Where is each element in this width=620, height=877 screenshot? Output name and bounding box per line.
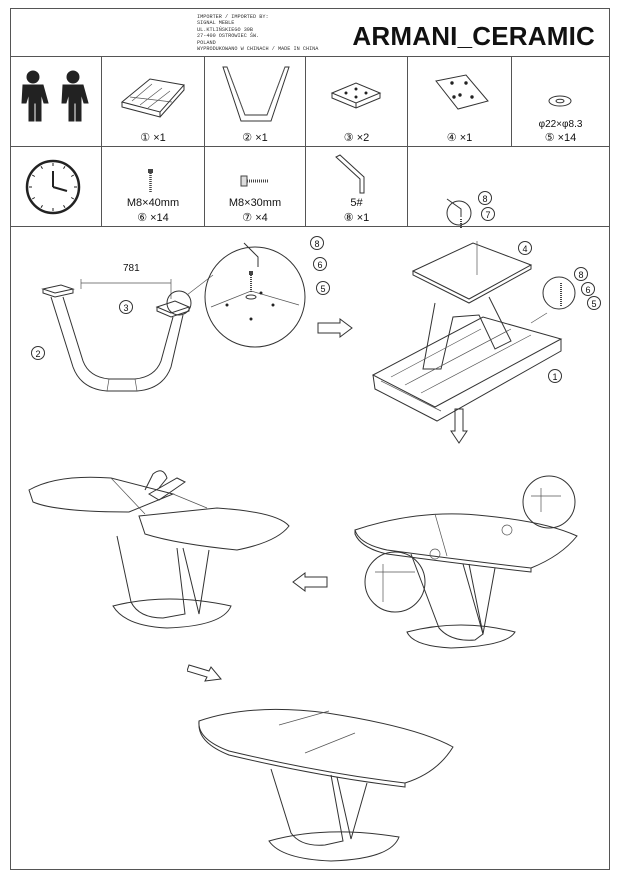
part-number: ⑥ — [137, 212, 148, 224]
part-quantity: ×14 — [557, 132, 577, 144]
importer-line: 27-400 OSTROWIEC ŚW. — [197, 33, 260, 40]
part-number: ⑦ — [242, 212, 253, 224]
importer-line: POLAND — [197, 39, 216, 46]
arrow-right-icon — [316, 317, 356, 339]
u-leg-icon — [205, 57, 305, 127]
part-quantity: ×2 — [356, 132, 370, 144]
part-7-cell — [205, 147, 305, 226]
part-quantity: ×1 — [153, 132, 166, 144]
part-2-label — [205, 131, 305, 144]
callout-part-8: 8 — [310, 236, 324, 250]
part-number: ① — [140, 132, 151, 144]
part-quantity: ×1 — [459, 132, 473, 144]
step3-table-extension-drawing — [351, 464, 609, 664]
importer-info — [197, 14, 318, 52]
part-quantity: ×14 — [150, 212, 169, 224]
clock-cell — [11, 147, 101, 226]
callout-part-7: 7 — [481, 207, 495, 221]
step5-table-final-drawing — [191, 699, 481, 869]
callout-part-5: 5 — [316, 281, 330, 295]
part-2-cell — [205, 57, 305, 146]
part-1-label — [102, 131, 204, 144]
importer-line: IMPORTER / IMPORTED BY: — [197, 14, 269, 20]
part-number: ③ — [343, 132, 354, 144]
bolt-m8x30-icon — [205, 147, 305, 197]
callout-part-8: 8 — [574, 267, 588, 281]
callout-part-8: 8 — [478, 191, 492, 205]
importer-line: SIGNAL MEBLE — [197, 20, 235, 27]
importer-line: WYPRODUKOWANO W CHINACH / MADE IN CHINA — [197, 46, 319, 53]
callout-part-2: 2 — [31, 346, 45, 360]
bolt-m8x40-icon — [102, 147, 204, 197]
step1-leg-assembly-drawing — [11, 227, 311, 427]
part-5-label — [512, 131, 609, 144]
clock-icon — [11, 147, 101, 226]
bolt-m8x30-spec: M8×30mm — [228, 197, 282, 209]
importer-line: UL.KTLIŃSKIEGO 39B — [197, 26, 254, 33]
part-5-cell — [512, 57, 609, 146]
part-number: ⑤ — [544, 132, 555, 144]
arrow-down-icon — [449, 407, 469, 447]
dimension-label: 781 — [123, 263, 140, 274]
two-persons-cell — [11, 57, 101, 146]
part-3-label — [306, 131, 407, 144]
instruction-sheet — [10, 8, 610, 870]
part-4-cell — [408, 57, 511, 146]
part-3-cell — [306, 57, 407, 146]
product-title: ARMANI_CERAMIC — [352, 21, 595, 51]
part-7-label — [205, 211, 305, 224]
callout-part-4: 4 — [518, 241, 532, 255]
allen-key-spec: 5# — [350, 197, 363, 209]
part-1-cell — [102, 57, 204, 146]
bolt-m8x40-spec: M8×40mm — [126, 197, 180, 209]
callout-part-5: 5 — [587, 296, 601, 310]
washer-icon — [512, 57, 609, 117]
step4-table-open-drawing — [27, 464, 307, 634]
part-quantity: ×1 — [356, 212, 370, 224]
part-quantity: ×4 — [255, 212, 268, 224]
part-number: ④ — [446, 132, 457, 144]
part-number: ② — [242, 132, 253, 144]
top-plate-icon — [408, 57, 511, 127]
callout-part-1: 1 — [548, 369, 562, 383]
part-6-cell — [102, 147, 204, 226]
table-frame-icon — [102, 57, 204, 127]
part-quantity: ×1 — [255, 132, 268, 144]
part-number: ⑧ — [343, 212, 354, 224]
part-4-label — [408, 131, 511, 144]
two-persons-icon — [11, 57, 101, 146]
part-6-label — [102, 211, 204, 224]
square-plate-icon — [306, 57, 407, 127]
arrow-down-right-icon — [187, 657, 227, 685]
washer-spec: φ22×φ8.3 — [538, 119, 583, 130]
callout-part-6: 6 — [313, 257, 327, 271]
callout-part-6: 6 — [581, 282, 595, 296]
callout-part-3: 3 — [119, 300, 133, 314]
